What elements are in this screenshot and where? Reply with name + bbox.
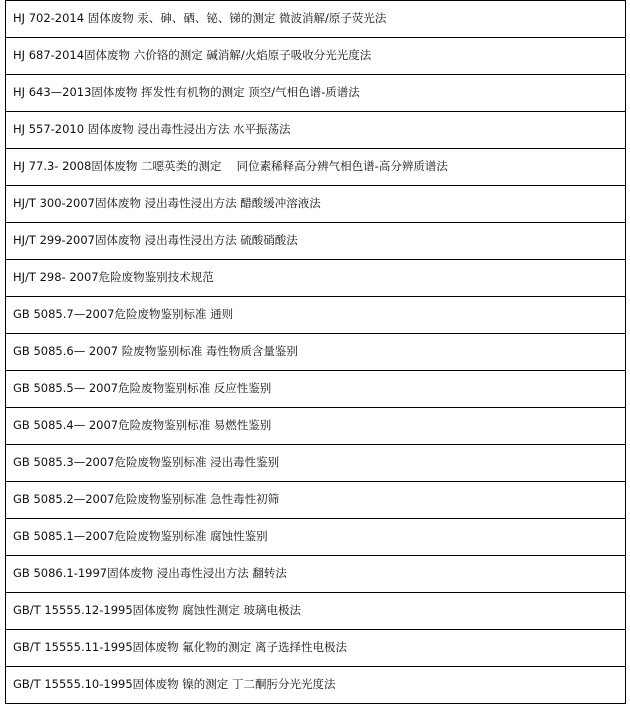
standard-cell: HJ/T 300-2007固体废物 浸出毒性浸出方法 醋酸缓冲溶液法 — [6, 186, 626, 223]
table-row — [6, 630, 626, 667]
table-row — [6, 371, 626, 408]
table-row — [6, 593, 626, 630]
table-row — [6, 445, 626, 482]
standard-cell: GB 5085.7—2007危险废物鉴别标准 通则 — [6, 297, 626, 334]
standard-cell: GB/T 15555.12-1995固体废物 腐蚀性测定 玻璃电极法 — [6, 593, 626, 630]
standard-cell: HJ 557-2010 固体废物 浸出毒性浸出方法 水平振荡法 — [6, 112, 626, 149]
table-row — [6, 334, 626, 371]
table-row — [6, 667, 626, 704]
table-row — [6, 223, 626, 260]
table-row — [6, 149, 626, 186]
standard-cell: GB/T 15555.10-1995固体废物 镍的测定 丁二酮肟分光光度法 — [6, 667, 626, 704]
standard-cell: HJ 702-2014 固体废物 汞、砷、硒、铋、锑的测定 微波消解/原子荧光法 — [6, 1, 626, 38]
table-row — [6, 1, 626, 38]
standard-cell: GB/T 15555.11-1995固体废物 氟化物的测定 离子选择性电极法 — [6, 630, 626, 667]
table-row — [6, 408, 626, 445]
table-row — [6, 38, 626, 75]
table-row — [6, 75, 626, 112]
table-row — [6, 482, 626, 519]
standards-table — [5, 0, 626, 704]
standard-cell: GB 5085.2—2007危险废物鉴别标准 急性毒性初筛 — [6, 482, 626, 519]
standard-cell: HJ 77.3- 2008固体废物 二噁英类的测定 同位素稀释高分辨气相色谱-高分辨质谱法 — [6, 149, 626, 186]
table-row — [6, 519, 626, 556]
standard-cell: HJ 687-2014固体废物 六价铬的测定 碱消解/火焰原子吸收分光光度法 — [6, 38, 626, 75]
standard-cell: GB 5086.1-1997固体废物 浸出毒性浸出方法 翻转法 — [6, 556, 626, 593]
standard-cell: GB 5085.1—2007危险废物鉴别标准 腐蚀性鉴别 — [6, 519, 626, 556]
table-row — [6, 556, 626, 593]
table-row — [6, 112, 626, 149]
standard-cell: HJ/T 298- 2007危险废物鉴别技术规范 — [6, 260, 626, 297]
standard-cell: GB 5085.4— 2007危险废物鉴别标准 易燃性鉴别 — [6, 408, 626, 445]
table-row — [6, 186, 626, 223]
standard-cell: GB 5085.6— 2007 险废物鉴别标准 毒性物质含量鉴别 — [6, 334, 626, 371]
standard-cell: GB 5085.5— 2007危险废物鉴别标准 反应性鉴别 — [6, 371, 626, 408]
table-row — [6, 297, 626, 334]
table-row — [6, 260, 626, 297]
standard-cell: GB 5085.3—2007危险废物鉴别标准 浸出毒性鉴别 — [6, 445, 626, 482]
standard-cell: HJ/T 299-2007固体废物 浸出毒性浸出方法 硫酸硝酸法 — [6, 223, 626, 260]
standard-cell: HJ 643—2013固体废物 挥发性有机物的测定 顶空/气相色谱-质谱法 — [6, 75, 626, 112]
